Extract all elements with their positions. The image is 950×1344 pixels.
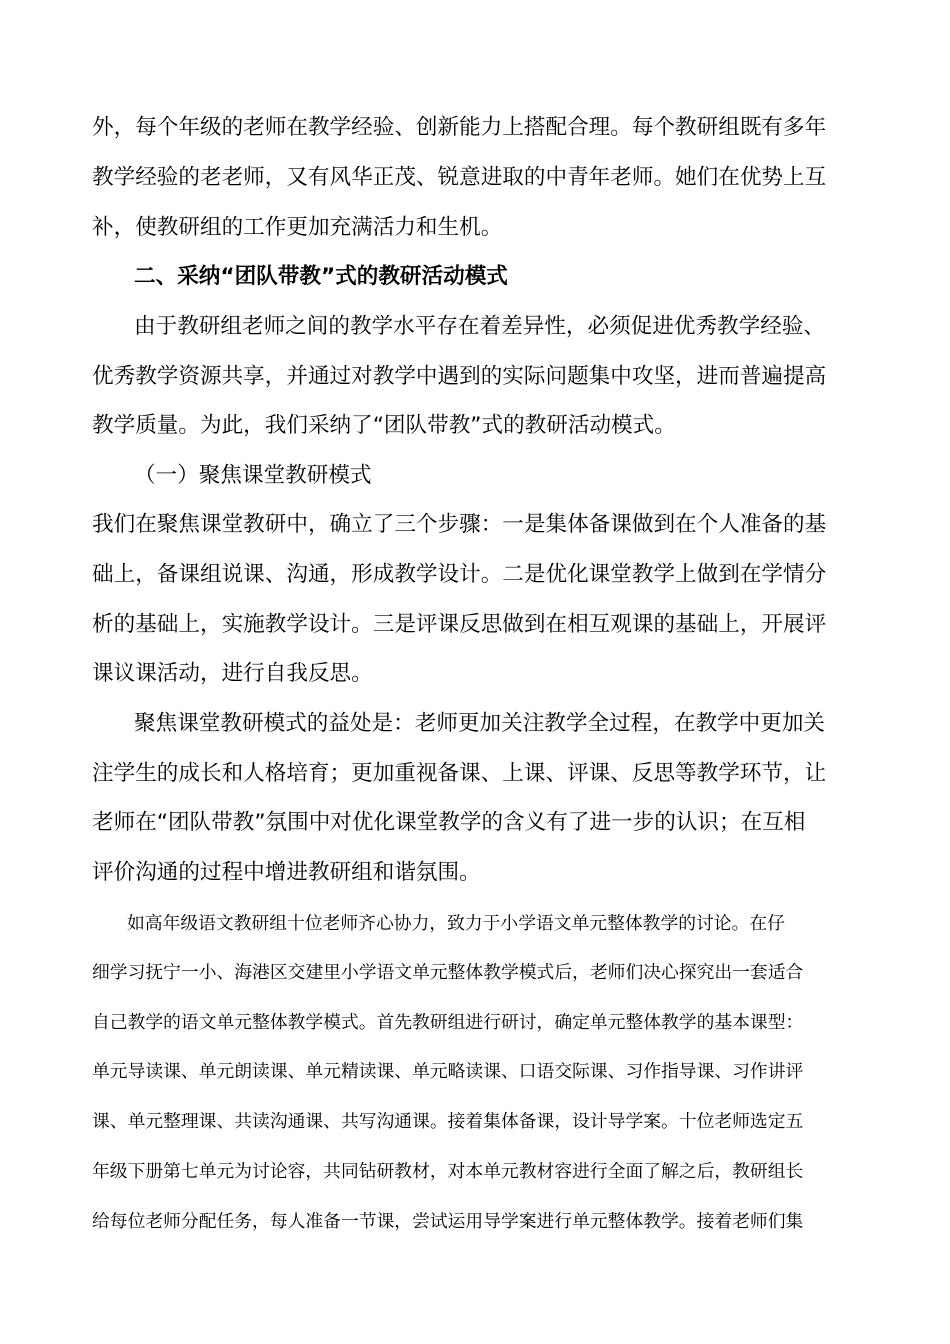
paragraph-line: 优秀教学资源共享，并通过对教学中遇到的实际问题集中攻坚，进而普遍提高 (92, 364, 827, 389)
paragraph-line: 自己教学的语文单元整体教学模式。首先教研组进行研讨，确定单元整体教学的基本课型： (92, 1012, 804, 1033)
paragraph-line: 年级下册第七单元为讨论容，共同钻研教材，对本单元教材容进行全面了解之后，教研组长 (92, 1161, 804, 1182)
paragraph-line: 评价沟通的过程中增进教研组和谐氛围。 (92, 860, 481, 885)
paragraph-line: 析的基础上，实施教学设计。三是评课反思做到在相互观课的基础上，开展评 (92, 612, 827, 637)
paragraph-line: 我们在聚焦课堂教研中，确立了三个步骤：一是集体备课做到在个人准备的基 (92, 512, 827, 537)
paragraph-line: 课、单元整理课、共读沟通课、共写沟通课。接着集体备课，设计导学案。十位老师选定五 (92, 1111, 804, 1132)
paragraph-line: 聚焦课堂教研模式的益处是：老师更加关注教学全过程，在教学中更加关 (134, 711, 826, 736)
paragraph-line: 老师在“团队带教”氛围中对优化课堂教学的含义有了进一步的认识；在互相 (92, 810, 806, 835)
paragraph-line: 注学生的成长和人格培育；更加重视备课、上课、评课、反思等教学环节，让 (92, 761, 827, 786)
paragraph-line: 外，每个年级的老师在教学经验、创新能力上搭配合理。每个教研组既有多年 (92, 115, 827, 140)
paragraph-line: 单元导读课、单元朗读课、单元精读课、单元略读课、口语交际课、习作指导课、习作讲评 (92, 1061, 804, 1082)
paragraph-line: 给每位老师分配任务，每人准备一节课，尝试运用导学案进行单元整体教学。接着老师们集 (92, 1211, 804, 1232)
paragraph-line: 础上，备课组说课、沟通，形成教学设计。二是优化课堂教学上做到在学情分 (92, 562, 827, 587)
section-heading: 二、采纳“团队带教”式的教研活动模式 (134, 264, 508, 289)
paragraph-line: 如高年级语文教研组十位老师齐心协力，致力于小学语文单元整体教学的讨论。在仔 (127, 913, 785, 934)
paragraph-line: 教学质量。为此，我们采纳了“团队带教”式的教研活动模式。 (92, 413, 676, 438)
paragraph-line: 教学经验的老老师，又有风华正茂、锐意进取的中青年老师。她们在优势上互 (92, 165, 827, 190)
paragraph-line: 补，使教研组的工作更加充满活力和生机。 (92, 215, 503, 240)
paragraph-line: 由于教研组老师之间的教学水平存在着差异性，必须促进优秀教学经验、 (134, 314, 826, 339)
paragraph-line: 细学习抚宁一小、海港区交建里小学语文单元整体教学模式后，老师们决心探究出一套适合 (92, 962, 804, 983)
subsection-heading: （一）聚焦课堂教研模式 (134, 463, 372, 488)
paragraph-line: 课议课活动，进行自我反思。 (92, 661, 373, 686)
